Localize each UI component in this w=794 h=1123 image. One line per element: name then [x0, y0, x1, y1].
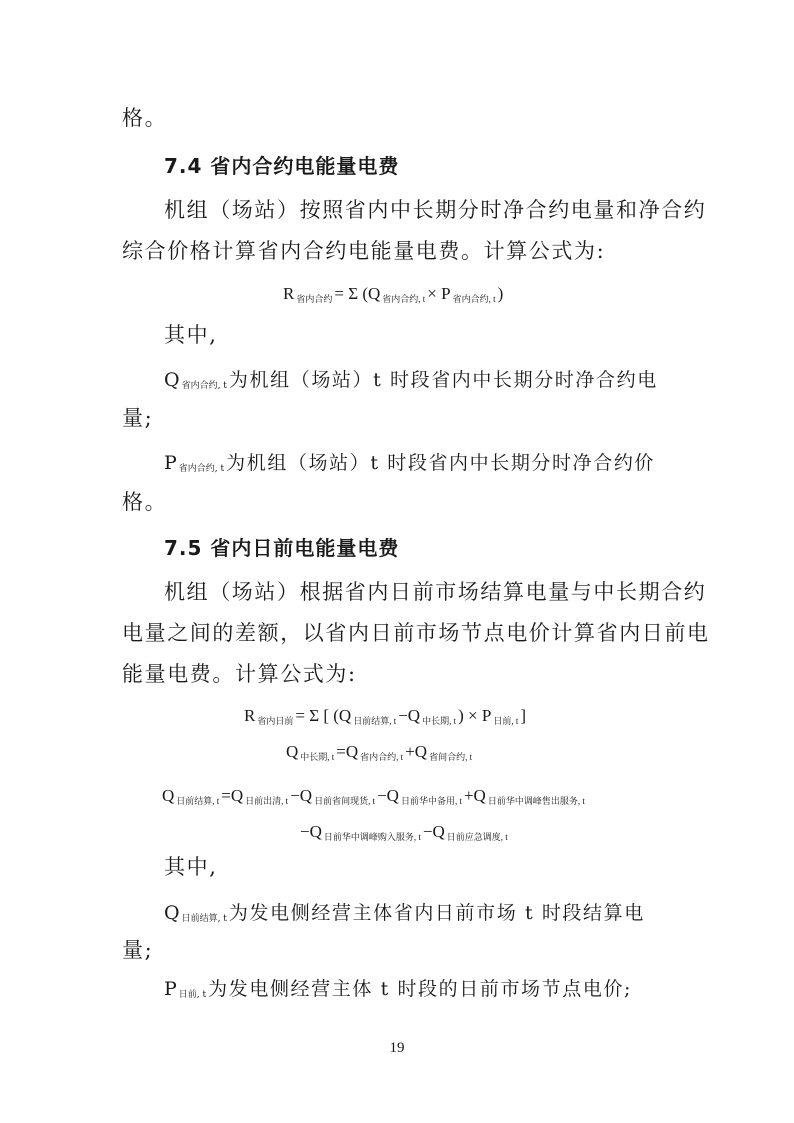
- formula-contract-fee: R省内合约 = Σ (Q 省内合约, t × P 省内合约, t ): [283, 284, 504, 304]
- definition-p-contract: P省内合约, t 为机组（场站）t 时段省内中长期分时净合约价: [164, 452, 656, 474]
- paragraph-line: 电量之间的差额，以省内日前市场节点电价计算省内日前电: [122, 621, 710, 645]
- definition-q-dayahead: Q日前结算, t 为发电侧经营主体省内日前市场 t 时段结算电: [164, 902, 645, 924]
- paragraph-line: 机组（场站）按照省内中长期分时净合约电量和净合约: [164, 198, 707, 222]
- paragraph-line: 量;: [122, 938, 154, 962]
- definition-q-contract: Q省内合约, t 为机组（场站）t 时段省内中长期分时净合约电: [164, 369, 658, 391]
- paragraph-line: 其中,: [164, 855, 218, 879]
- text-line: 格。: [122, 106, 168, 130]
- formula-midlong-quantity: Q中长期, t =Q 省内合约, t +Q 省间合约, t: [286, 742, 473, 762]
- section-heading-7-4: 7.4 省内合约电能量电费: [164, 154, 400, 178]
- paragraph-line: 格。: [122, 490, 168, 514]
- paragraph-line: 量;: [122, 406, 154, 430]
- page-number: 19: [389, 1040, 405, 1056]
- definition-p-dayahead: P日前, t 为发电侧经营主体 t 时段的日前市场节点电价;: [164, 978, 633, 1000]
- formula-dayahead-settlement: Q日前结算, t =Q 日前出清, t −Q 日前省间现货, t −Q 日前华中备用, t +Q 日前华中调峰售出服务, t: [162, 786, 585, 806]
- formula-dayahead-settlement-cont: −Q 日前华中调峰购入服务, t −Q 日前应急调度, t: [300, 822, 508, 842]
- paragraph-line: 能量电费。计算公式为:: [122, 662, 357, 686]
- paragraph-line: 机组（场站）根据省内日前市场结算电量与中长期合约: [164, 580, 707, 604]
- formula-dayahead-fee: R省内日前 = Σ [ (Q 日前结算, t −Q 中长期, t ) × P 日前, t ]: [244, 706, 526, 726]
- paragraph-line: 综合价格计算省内合约电能量电费。计算公式为:: [122, 239, 606, 263]
- section-heading-7-5: 7.5 省内日前电能量电费: [164, 536, 400, 560]
- paragraph-line: 其中,: [164, 323, 218, 347]
